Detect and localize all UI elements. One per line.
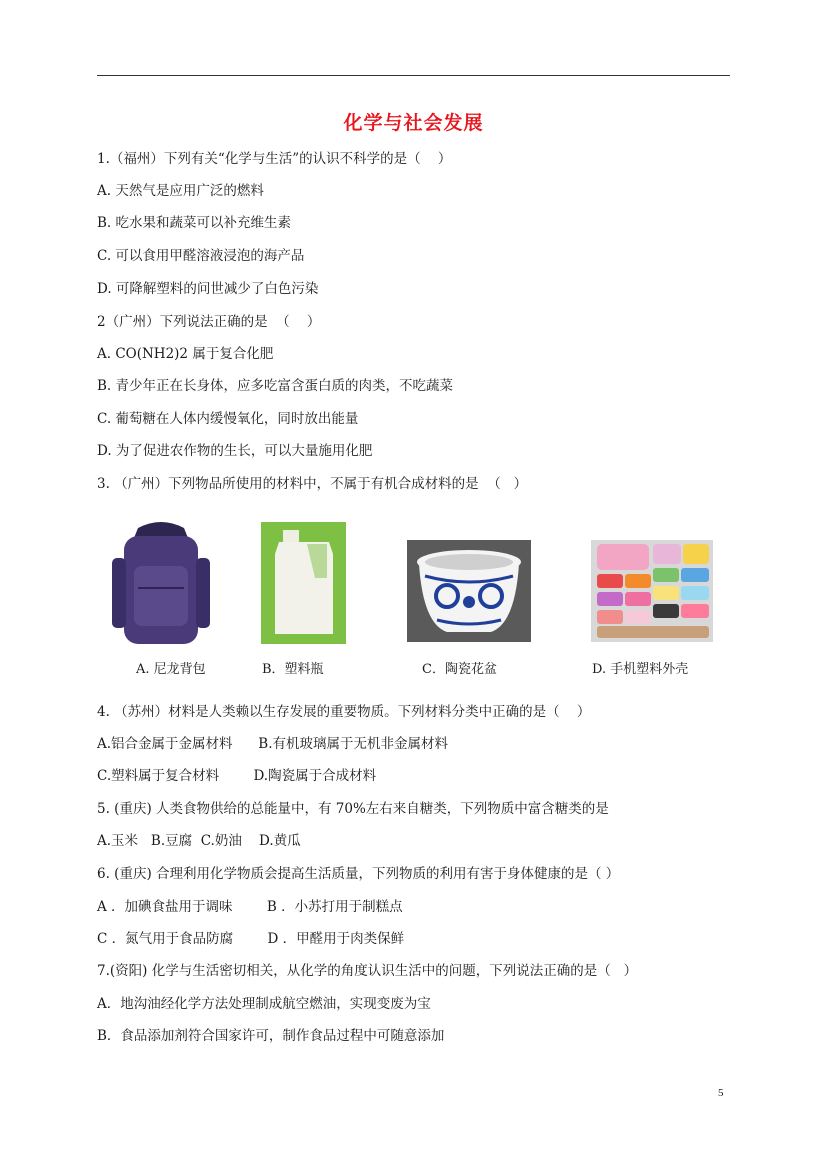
question-7: 7.(资阳) 化学与生活密切相关，从化学的角度认识生活中的问题，下列说法正确的是（ ） [97,963,638,979]
caption-c: C．陶瓷花盆 [422,662,497,677]
plastic-bottle-image [261,522,346,644]
q5-options: A.玉米 B.豆腐 C.奶油 D.黄瓜 [97,833,301,849]
q1-option-c: C. 可以食用甲醛溶液浸泡的海产品 [97,248,305,264]
caption-b: B．塑料瓶 [262,662,324,677]
q6-options-ab: A ．加碘食盐用于调味 B ．小苏打用于制糕点 [97,899,403,915]
q2-option-a: A. CO(NH2)2 属于复合化肥 [97,346,274,362]
page-title: 化学与社会发展 [343,112,484,134]
q2-option-b: B. 青少年正在长身体，应多吃富含蛋白质的肉类，不吃蔬菜 [97,378,454,394]
question-2: 2（广州）下列说法正确的是 （ ） [97,314,321,330]
caption-d: D. 手机塑料外壳 [592,662,689,677]
q4-options-ab: A.铝合金属于金属材料 B.有机玻璃属于无机非金属材料 [97,736,448,752]
phone-cases-image [591,540,713,642]
q2-option-d: D. 为了促进农作物的生长，可以大量施用化肥 [97,443,373,459]
question-4: 4. （苏州）材料是人类赖以生存发展的重要物质。下列材料分类中正确的是（ ） [97,704,591,720]
backpack-image [108,518,214,648]
q1-option-b: B. 吃水果和蔬菜可以补充维生素 [97,215,292,231]
question-5: 5. (重庆) 人类食物供给的总能量中，有 70%左右来自糖类，下列物质中富含糖类的是 [97,801,609,817]
question-6: 6. (重庆) 合理利用化学物质会提高生活质量，下列物质的利用有害于身体健康的是（ ） [97,866,620,882]
header-rule [97,75,730,76]
caption-a: A. 尼龙背包 [136,662,206,677]
q7-option-a: A．地沟油经化学方法处理制成航空燃油，实现变废为宝 [97,996,431,1012]
q7-option-b: B．食品添加剂符合国家许可，制作食品过程中可随意添加 [97,1028,445,1044]
q6-options-cd: C ．氮气用于食品防腐 D ．甲醛用于肉类保鲜 [97,931,405,947]
porcelain-pot-image [407,540,531,642]
question-3: 3. （广州）下列物品所使用的材料中，不属于有机合成材料的是 （ ） [97,476,528,492]
q1-option-d: D. 可降解塑料的问世减少了白色污染 [97,281,319,297]
page-number: 5 [718,1087,724,1099]
q2-option-c: C. 葡萄糖在人体内缓慢氧化，同时放出能量 [97,411,359,427]
q1-option-a: A. 天然气是应用广泛的燃料 [97,183,264,199]
question-1: 1.（福州）下列有关“化学与生活”的认识不科学的是（ ） [97,151,452,167]
q4-options-cd: C.塑料属于复合材料 D.陶瓷属于合成材料 [97,768,377,784]
